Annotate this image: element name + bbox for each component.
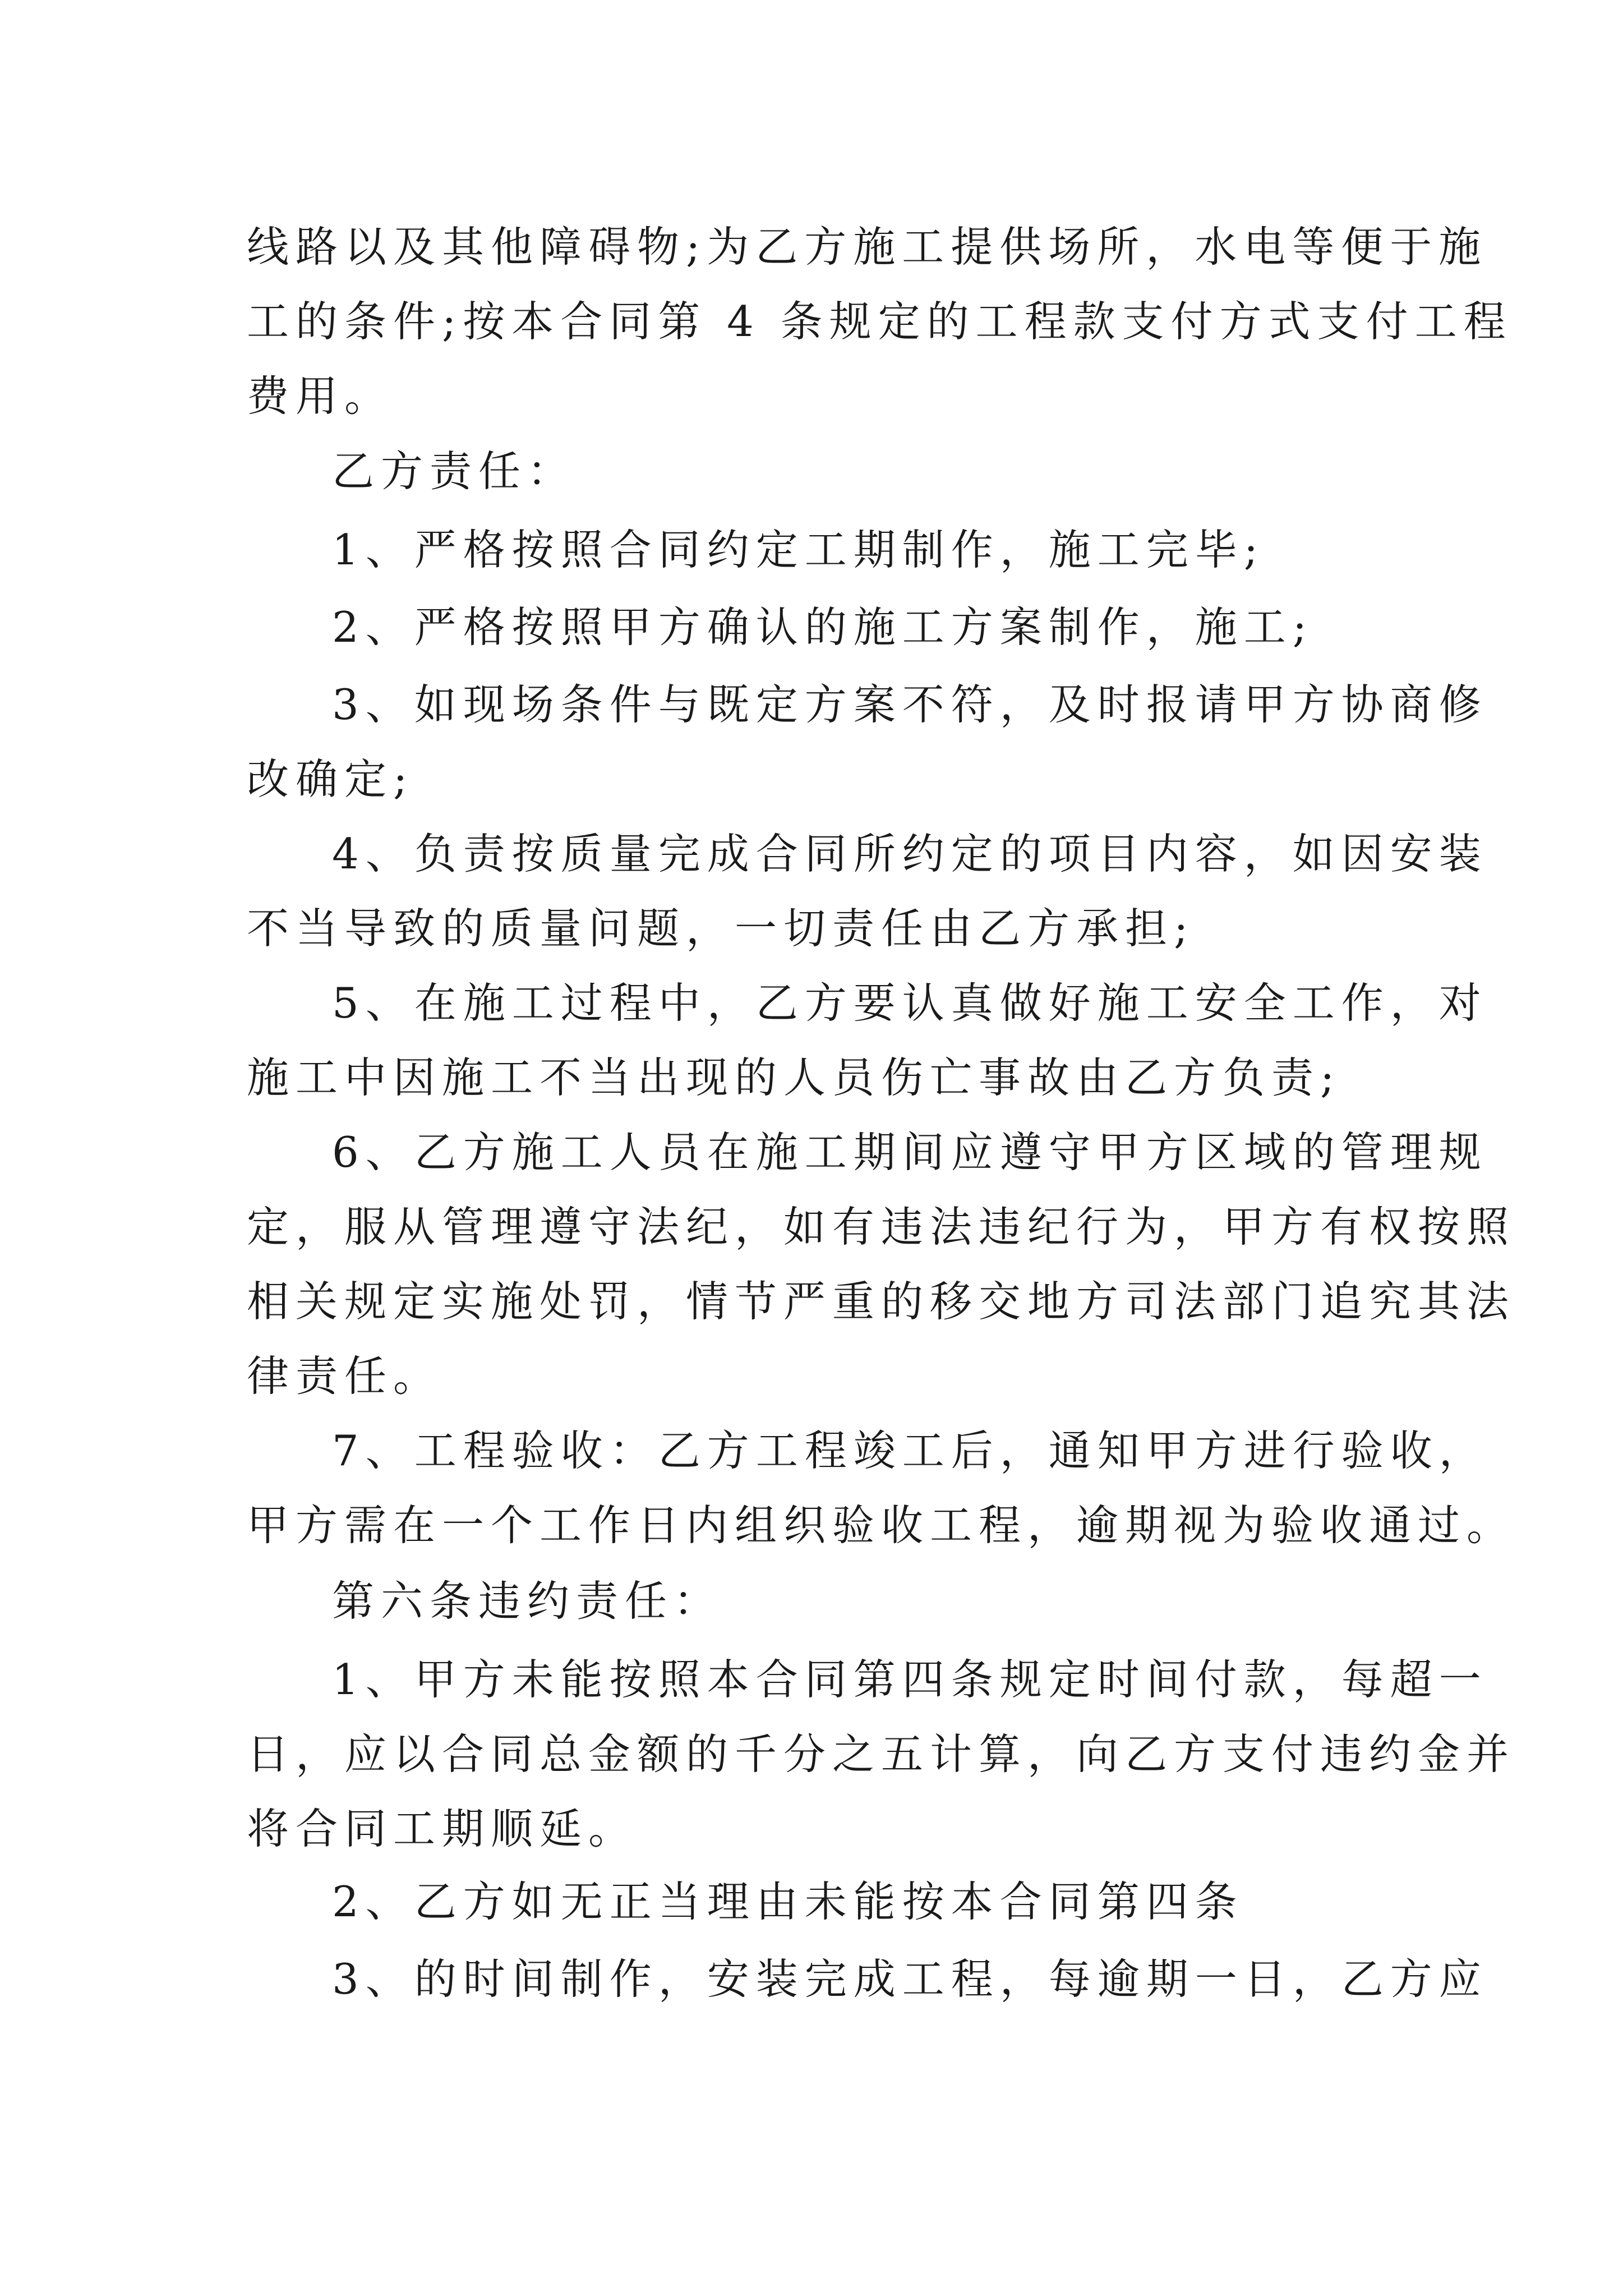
paragraph-line: 日，应以合同总金额的千分之五计算，向乙方支付违约金并 [247,1729,1516,1779]
paragraph-line: 第六条违约责任： [332,1576,723,1626]
paragraph-line: 3、如现场条件与既定方案不符，及时报请甲方协商修 [332,680,1488,729]
list-item-breach-2 [247,1865,1391,1939]
list-item-b4 [247,817,1488,966]
list-item-b1 [247,513,1391,587]
list-item-b2 [247,590,1391,665]
paragraph-line: 改确定; [247,754,414,804]
paragraph-line: 7、工程验收：乙方工程竣工后，通知甲方进行验收， [332,1426,1488,1475]
paragraph-party-a-duties-continued [247,210,1513,434]
paragraph-line: 律责任。 [247,1351,442,1401]
list-item-b5 [247,966,1488,1115]
paragraph-line: 施工中因施工不当出现的人员伤亡事故由乙方负责; [247,1053,1341,1102]
section-heading-article-six [247,1564,1391,1639]
paragraph-line: 1、严格按照合同约定工期制作，施工完毕; [332,525,1265,574]
paragraph-line: 甲方需在一个工作日内组织验收工程，逾期视为验收通过。 [247,1501,1516,1550]
paragraph-line: 3、的时间制作，安装完成工程，每逾期一日，乙方应 [332,1954,1488,2004]
paragraph-line: 4、负责按质量完成合同所约定的项目内容，如因安装 [332,829,1488,878]
paragraph-line: 定，服从管理遵守法纪，如有违法违纪行为，甲方有权按照 [247,1202,1516,1251]
paragraph-line: 工的条件;按本合同第 4 条规定的工程款支付方式支付工程 [247,297,1513,346]
paragraph-line: 乙方责任： [332,447,577,496]
list-item-b7 [247,1414,1516,1563]
paragraph-line: 将合同工期顺延。 [247,1804,638,1853]
paragraph-line: 2、严格按照甲方确认的施工方案制作，施工; [332,602,1313,652]
paragraph-line: 2、乙方如无正当理由未能按本合同第四条 [332,1877,1244,1926]
paragraph-line: 5、在施工过程中，乙方要认真做好施工安全工作，对 [332,978,1488,1028]
paragraph-line: 6、乙方施工人员在施工期间应遵守甲方区域的管理规 [332,1128,1488,1177]
paragraph-line: 不当导致的质量问题，一切责任由乙方承担; [247,904,1195,953]
paragraph-line: 费用。 [247,371,394,421]
list-item-breach-3 [247,1942,1488,2017]
paragraph-line: 相关规定实施处罚，情节严重的移交地方司法部门追究其法 [247,1277,1516,1326]
paragraph-line: 1、甲方未能按照本合同第四条规定时间付款，每超一 [332,1655,1488,1704]
list-item-breach-1 [247,1642,1516,1866]
section-heading-party-b-responsibilities [247,434,1391,509]
list-item-b3 [247,668,1488,817]
paragraph-line: 线路以及其他障碍物;为乙方施工提供场所，水电等便于施 [247,222,1488,272]
list-item-b6 [247,1115,1516,1414]
